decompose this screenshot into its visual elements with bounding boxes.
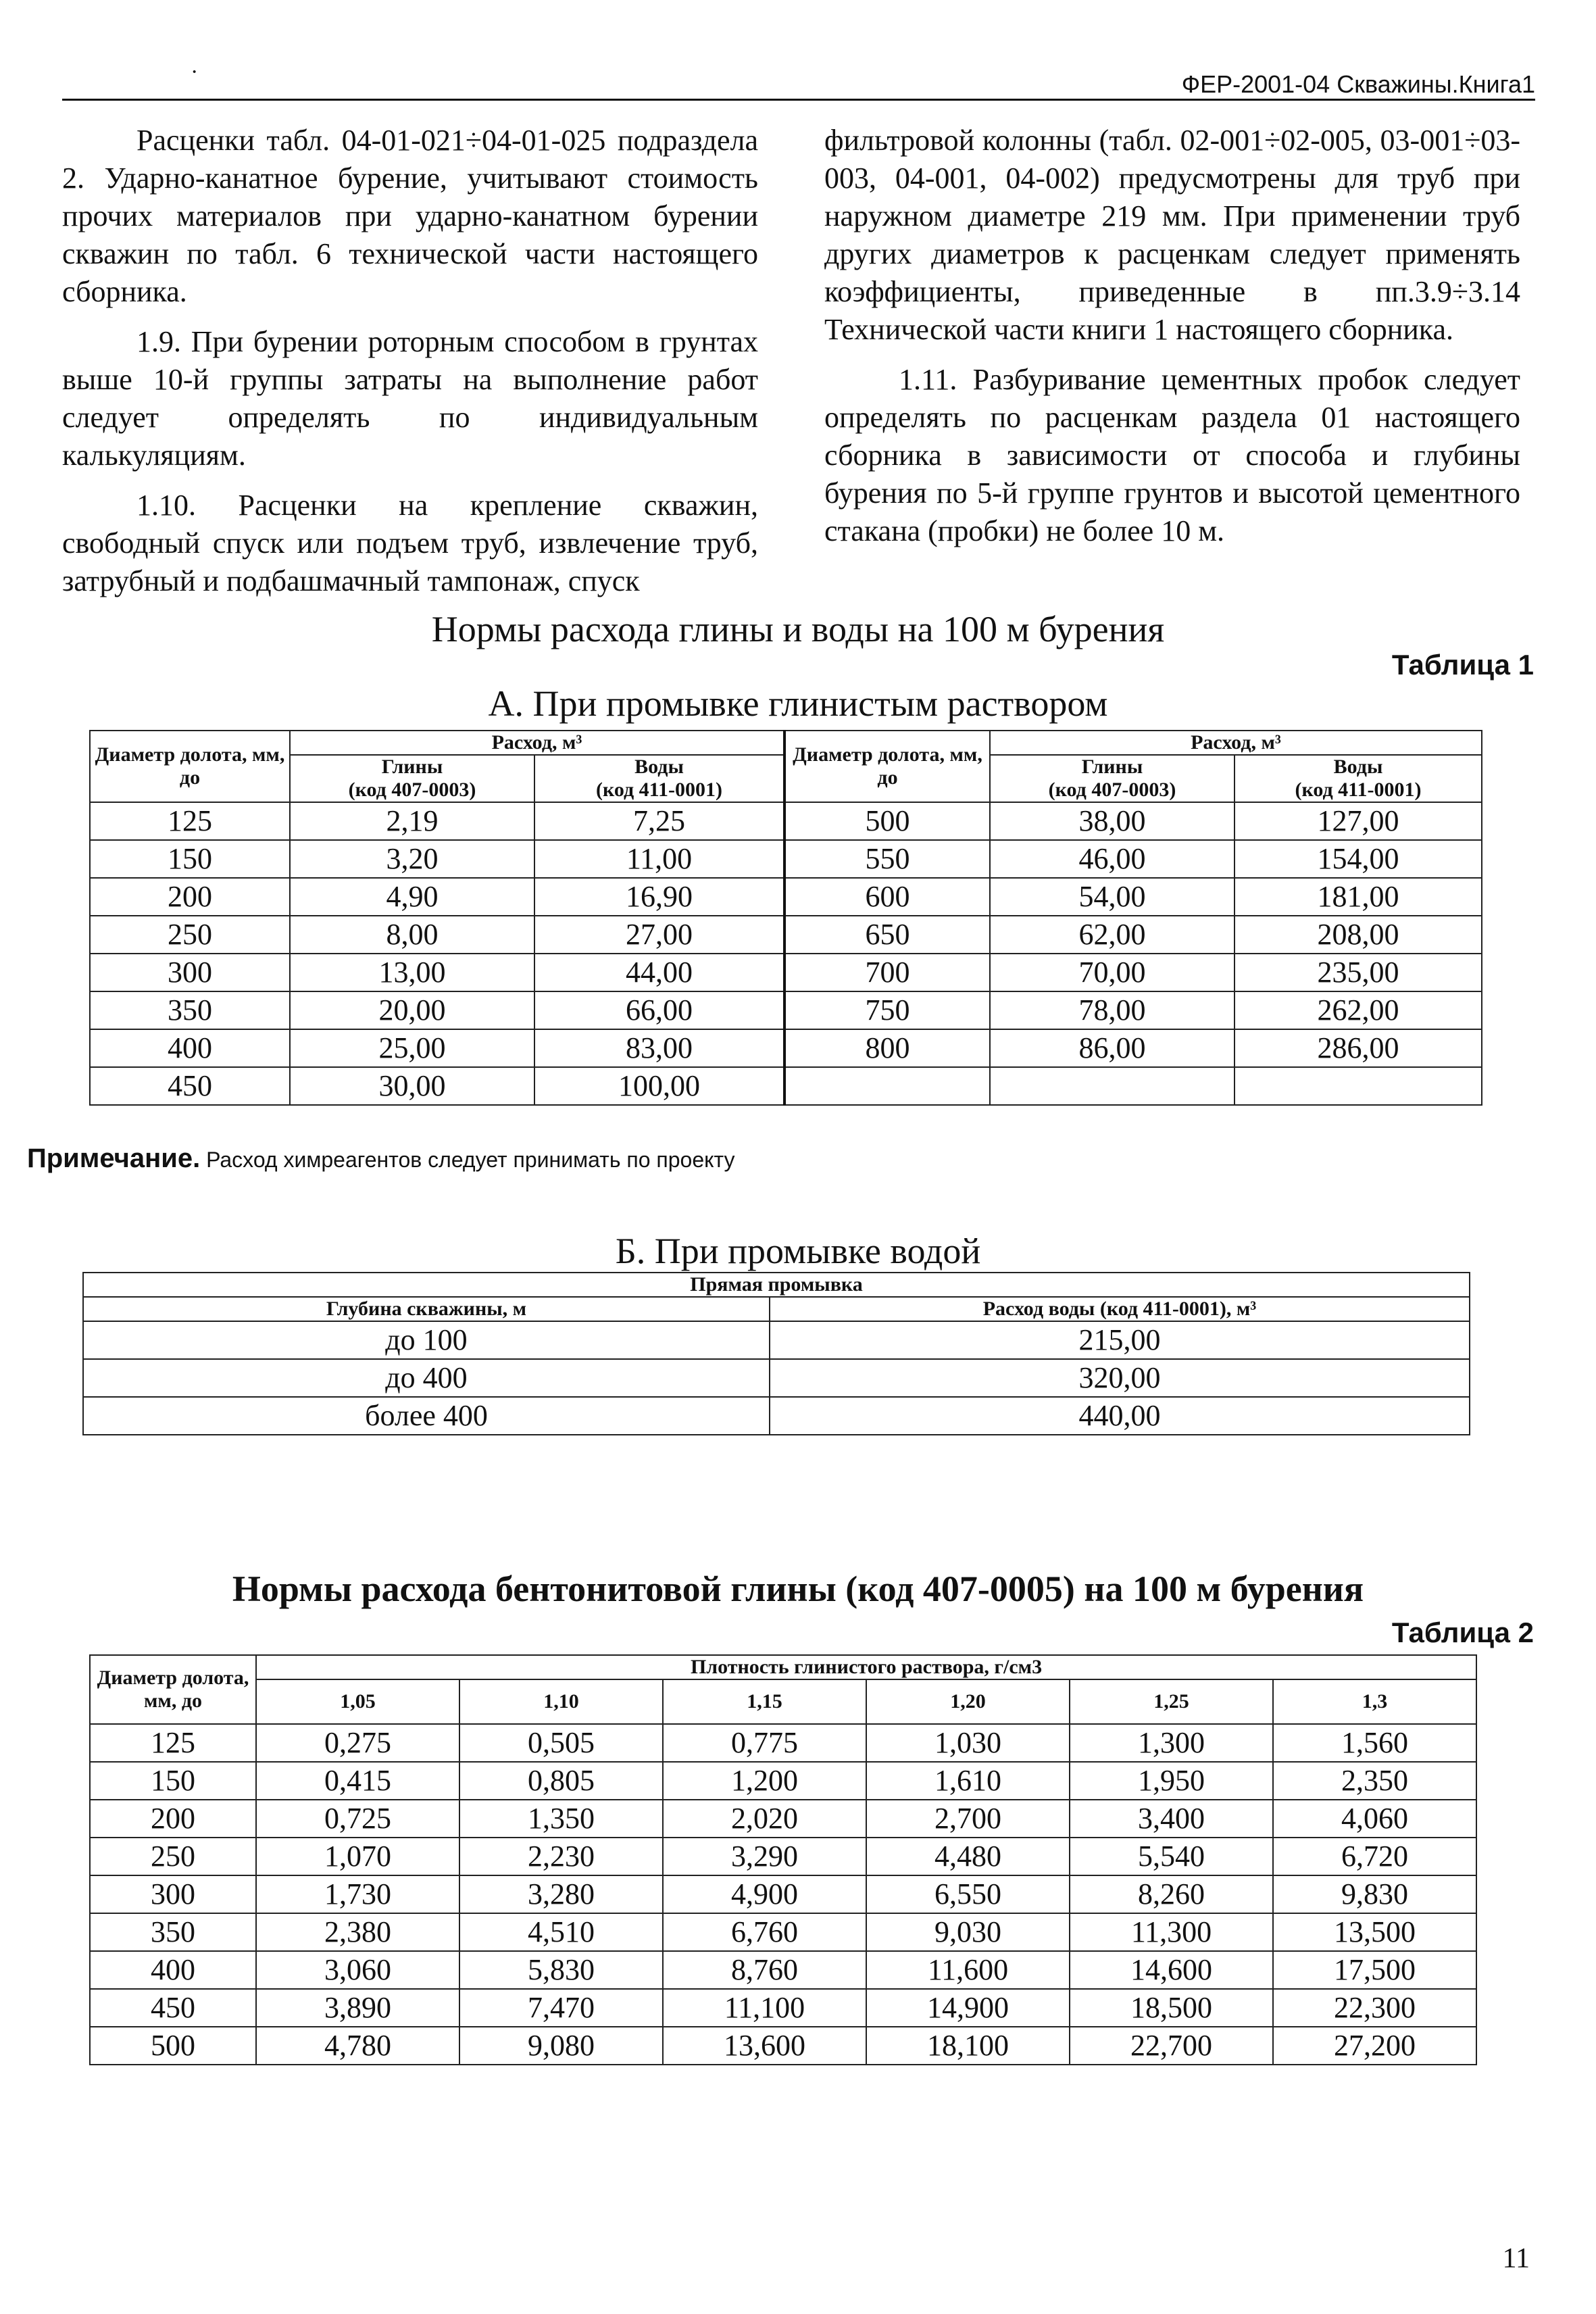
paragraph: 1.9. При бурении роторным способом в грунтах выше 10-й группы затраты на выполнение работ следует определять по индивидуальным калькуляциям. <box>62 325 758 472</box>
table-cell: 7,470 <box>459 1989 663 2027</box>
table-cell: 4,900 <box>663 1875 866 1913</box>
table-row <box>90 1913 1476 1951</box>
table-cell: 78,00 <box>990 991 1235 1029</box>
table-cell: 27,200 <box>1273 2027 1476 2065</box>
table-cell: 0,805 <box>459 1762 663 1800</box>
header-diameter: Диаметр долота, мм, до <box>784 731 990 802</box>
table-row <box>90 991 1482 1029</box>
header-density-value: 1,25 <box>1070 1679 1273 1724</box>
section1-title: Нормы расхода глины и воды на 100 м бурения <box>431 609 1165 649</box>
table-row <box>90 1951 1476 1989</box>
table-cell: 18,500 <box>1070 1989 1273 2027</box>
table-cell: 125 <box>90 802 290 840</box>
table-cell: 400 <box>90 1029 290 1067</box>
water-code: (код 411-0001) <box>1295 779 1422 801</box>
table-cell: 66,00 <box>534 991 784 1029</box>
header-density-value: 1,05 <box>256 1679 459 1724</box>
table-cell: 0,505 <box>459 1724 663 1762</box>
paragraph: фильтровой колонны (табл. 02-001÷02-005, 03-001÷03-003, 04-001, 04-002) предусмотрены для труб при наружном диаметре 219 мм. При применении труб других диаметров к расценкам следует применять коэффициенты, приведенные в пп.3.9÷3.14 Технической части книги 1 настоящего сборника. <box>824 124 1520 346</box>
header-clay <box>990 755 1235 802</box>
table-cell: 286,00 <box>1235 1029 1482 1067</box>
table-cell: 6,720 <box>1273 1838 1476 1875</box>
table-cell: 235,00 <box>1235 954 1482 991</box>
table-cell <box>1235 1067 1482 1105</box>
header-density-value: 1,3 <box>1273 1679 1476 1724</box>
table-cell: 800 <box>784 1029 990 1067</box>
table-cell: до 100 <box>83 1321 770 1359</box>
table-cell: 4,480 <box>866 1838 1070 1875</box>
table-cell: 2,020 <box>663 1800 866 1838</box>
table-cell: 62,00 <box>990 916 1235 954</box>
table-cell: 550 <box>784 840 990 878</box>
header-water <box>534 755 784 802</box>
table-cell: 44,00 <box>534 954 784 991</box>
table-cell: 200 <box>90 1800 256 1838</box>
table-cell: 22,700 <box>1070 2027 1273 2065</box>
table-cell: 127,00 <box>1235 802 1482 840</box>
table-cell: 9,080 <box>459 2027 663 2065</box>
table-cell: 4,90 <box>290 878 534 916</box>
table-cell: 20,00 <box>290 991 534 1029</box>
table-cell: 38,00 <box>990 802 1235 840</box>
table-row <box>90 1762 1476 1800</box>
table-cell: 1,730 <box>256 1875 459 1913</box>
table-cell: 150 <box>90 1762 256 1800</box>
header-density: Плотность глинистого раствора, г/см3 <box>256 1655 1476 1679</box>
table-cell: 7,25 <box>534 802 784 840</box>
table-row <box>90 954 1482 991</box>
table1-label: Таблица 1 <box>1391 649 1534 681</box>
header-density-value: 1,20 <box>866 1679 1070 1724</box>
table-cell: 8,760 <box>663 1951 866 1989</box>
table-cell: 0,725 <box>256 1800 459 1838</box>
header-density-value: 1,15 <box>663 1679 866 1724</box>
table-cell: 750 <box>784 991 990 1029</box>
header-rule <box>62 99 1535 101</box>
clay-label: Глины <box>1081 756 1143 778</box>
section2-title: Нормы расхода бентонитовой глины (код 407-0005) на 100 м бурения <box>232 1569 1364 1609</box>
table-cell: 1,070 <box>256 1838 459 1875</box>
note-text: Расход химреагентов следует принимать по проекту <box>200 1148 735 1172</box>
table-cell: 0,775 <box>663 1724 866 1762</box>
table-row <box>90 2027 1476 2065</box>
header-water-consumption: Расход воды (код 411-0001), м³ <box>770 1297 1470 1321</box>
table-cell: 4,780 <box>256 2027 459 2065</box>
table-cell <box>990 1067 1235 1105</box>
table-cell: 70,00 <box>990 954 1235 991</box>
table-cell: 14,900 <box>866 1989 1070 2027</box>
header-depth: Глубина скважины, м <box>83 1297 770 1321</box>
table-cell: 450 <box>90 1989 256 2027</box>
table-cell: 250 <box>90 916 290 954</box>
table-cell: 25,00 <box>290 1029 534 1067</box>
header-clay <box>290 755 534 802</box>
table-cell: 18,100 <box>866 2027 1070 2065</box>
table-row <box>90 916 1482 954</box>
table-cell: 262,00 <box>1235 991 1482 1029</box>
table-cell: 350 <box>90 991 290 1029</box>
table-cell: 6,550 <box>866 1875 1070 1913</box>
header-density-value: 1,10 <box>459 1679 663 1724</box>
table-cell: 125 <box>90 1724 256 1762</box>
table-cell: 3,290 <box>663 1838 866 1875</box>
table-cell: 17,500 <box>1273 1951 1476 1989</box>
header-consumption: Расход, м³ <box>990 731 1482 755</box>
table-cell: 350 <box>90 1913 256 1951</box>
water-code: (код 411-0001) <box>595 779 723 801</box>
table-cell: 14,600 <box>1070 1951 1273 1989</box>
table-cell <box>784 1067 990 1105</box>
table-cell: 1,610 <box>866 1762 1070 1800</box>
table-row <box>90 1029 1482 1067</box>
note-label: Примечание. <box>27 1143 201 1173</box>
header-diameter: Диаметр долота, мм, до <box>90 731 290 802</box>
table-cell: 3,280 <box>459 1875 663 1913</box>
paragraph: 1.11. Разбуривание цементных пробок следует определять по расценкам раздела 01 настоящего сборника в зависимости от способа и глубины бурения по 5-й группе грунтов и высотой цементного стакана (пробки) не более 10 м. <box>824 363 1520 547</box>
table-row <box>90 1724 1476 1762</box>
table-cell: 181,00 <box>1235 878 1482 916</box>
table-cell: 3,890 <box>256 1989 459 2027</box>
table-cell: 11,300 <box>1070 1913 1273 1951</box>
table-cell: 11,00 <box>534 840 784 878</box>
table-cell: 22,300 <box>1273 1989 1476 2027</box>
table-cell: 215,00 <box>770 1321 1470 1359</box>
header-diameter: Диаметр долота, мм, до <box>90 1655 256 1724</box>
table-cell: 2,700 <box>866 1800 1070 1838</box>
table-cell: 1,200 <box>663 1762 866 1800</box>
table-cell: 4,060 <box>1273 1800 1476 1838</box>
section-b-subtitle: Б. При промывке водой <box>615 1231 981 1271</box>
table-row <box>90 1989 1476 2027</box>
table-cell: 5,540 <box>1070 1838 1273 1875</box>
table-cell: 3,400 <box>1070 1800 1273 1838</box>
table-cell: 650 <box>784 916 990 954</box>
clay-label: Глины <box>381 756 443 778</box>
table-row <box>83 1359 1470 1397</box>
table-cell: 154,00 <box>1235 840 1482 878</box>
table-cell: 13,600 <box>663 2027 866 2065</box>
water-label: Воды <box>634 756 684 778</box>
scan-mark: · <box>191 59 199 84</box>
table-cell: 13,500 <box>1273 1913 1476 1951</box>
table-cell: 0,415 <box>256 1762 459 1800</box>
table-cell: 2,350 <box>1273 1762 1476 1800</box>
table-cell: 0,275 <box>256 1724 459 1762</box>
table-1 <box>89 730 1482 1106</box>
table-cell: более 400 <box>83 1397 770 1435</box>
table-cell: 54,00 <box>990 878 1235 916</box>
table-cell: 208,00 <box>1235 916 1482 954</box>
table2-label: Таблица 2 <box>1391 1617 1534 1648</box>
table-cell: 30,00 <box>290 1067 534 1105</box>
table-cell: 2,230 <box>459 1838 663 1875</box>
table-cell: 1,560 <box>1273 1724 1476 1762</box>
table-cell: 300 <box>90 1875 256 1913</box>
table-cell: 320,00 <box>770 1359 1470 1397</box>
table-cell: 83,00 <box>534 1029 784 1067</box>
table-cell: 300 <box>90 954 290 991</box>
table-cell: 5,830 <box>459 1951 663 1989</box>
table-cell: 2,380 <box>256 1913 459 1951</box>
table-cell: 600 <box>784 878 990 916</box>
table-row <box>90 878 1482 916</box>
table-2 <box>89 1654 1477 2065</box>
table-row <box>90 1067 1482 1105</box>
table-cell: 3,20 <box>290 840 534 878</box>
table-b <box>82 1272 1470 1435</box>
table-cell: 2,19 <box>290 802 534 840</box>
table-cell: 150 <box>90 840 290 878</box>
table-row <box>90 1800 1476 1838</box>
water-label: Воды <box>1333 756 1383 778</box>
table-cell: 500 <box>90 2027 256 2065</box>
table-cell: 450 <box>90 1067 290 1105</box>
table-cell: 700 <box>784 954 990 991</box>
table-cell: 500 <box>784 802 990 840</box>
header-consumption: Расход, м³ <box>290 731 784 755</box>
table-cell: 11,100 <box>663 1989 866 2027</box>
table-cell: 1,350 <box>459 1800 663 1838</box>
table-cell: 400 <box>90 1951 256 1989</box>
table-cell: 27,00 <box>534 916 784 954</box>
table-cell: до 400 <box>83 1359 770 1397</box>
table-cell: 250 <box>90 1838 256 1875</box>
running-header: ФЕР-2001-04 Скважины.Книга1 <box>1181 70 1535 98</box>
clay-code: (код 407-0003) <box>1048 779 1176 801</box>
right-column <box>824 122 1520 562</box>
table-row <box>83 1397 1470 1435</box>
table-cell: 440,00 <box>770 1397 1470 1435</box>
paragraph: 1.10. Расценки на крепление скважин, свободный спуск или подъем труб, извлечение труб, затрубный и подбашмачный тампонаж, спуск <box>62 489 758 597</box>
table1-note <box>27 1143 734 1174</box>
table-row <box>90 840 1482 878</box>
table-cell: 8,260 <box>1070 1875 1273 1913</box>
table-cell: 11,600 <box>866 1951 1070 1989</box>
clay-code: (код 407-0003) <box>348 779 476 801</box>
table-row <box>90 1875 1476 1913</box>
table-cell: 200 <box>90 878 290 916</box>
table-cell: 86,00 <box>990 1029 1235 1067</box>
table-cell: 46,00 <box>990 840 1235 878</box>
left-column <box>62 122 758 612</box>
table-row <box>90 802 1482 840</box>
table-cell: 9,830 <box>1273 1875 1476 1913</box>
table-cell: 4,510 <box>459 1913 663 1951</box>
header-direct-flush: Прямая промывка <box>83 1273 1470 1297</box>
table-row <box>83 1321 1470 1359</box>
table-row <box>90 1838 1476 1875</box>
table-cell: 100,00 <box>534 1067 784 1105</box>
section-a-subtitle: А. При промывке глинистым раствором <box>488 683 1108 724</box>
header-water <box>1235 755 1482 802</box>
table-cell: 13,00 <box>290 954 534 991</box>
table-cell: 8,00 <box>290 916 534 954</box>
table-cell: 3,060 <box>256 1951 459 1989</box>
table-cell: 9,030 <box>866 1913 1070 1951</box>
table-cell: 1,300 <box>1070 1724 1273 1762</box>
table-cell: 1,030 <box>866 1724 1070 1762</box>
table-cell: 1,950 <box>1070 1762 1273 1800</box>
paragraph: Расценки табл. 04-01-021÷04-01-025 подраздела 2. Ударно-канатное бурение, учитывают стоимость прочих материалов при ударно-канатном бурении скважин по табл. 6 технической части настоящего сборника. <box>62 124 758 308</box>
table-cell: 16,90 <box>534 878 784 916</box>
page-number: 11 <box>1502 2243 1530 2274</box>
table-cell: 6,760 <box>663 1913 866 1951</box>
